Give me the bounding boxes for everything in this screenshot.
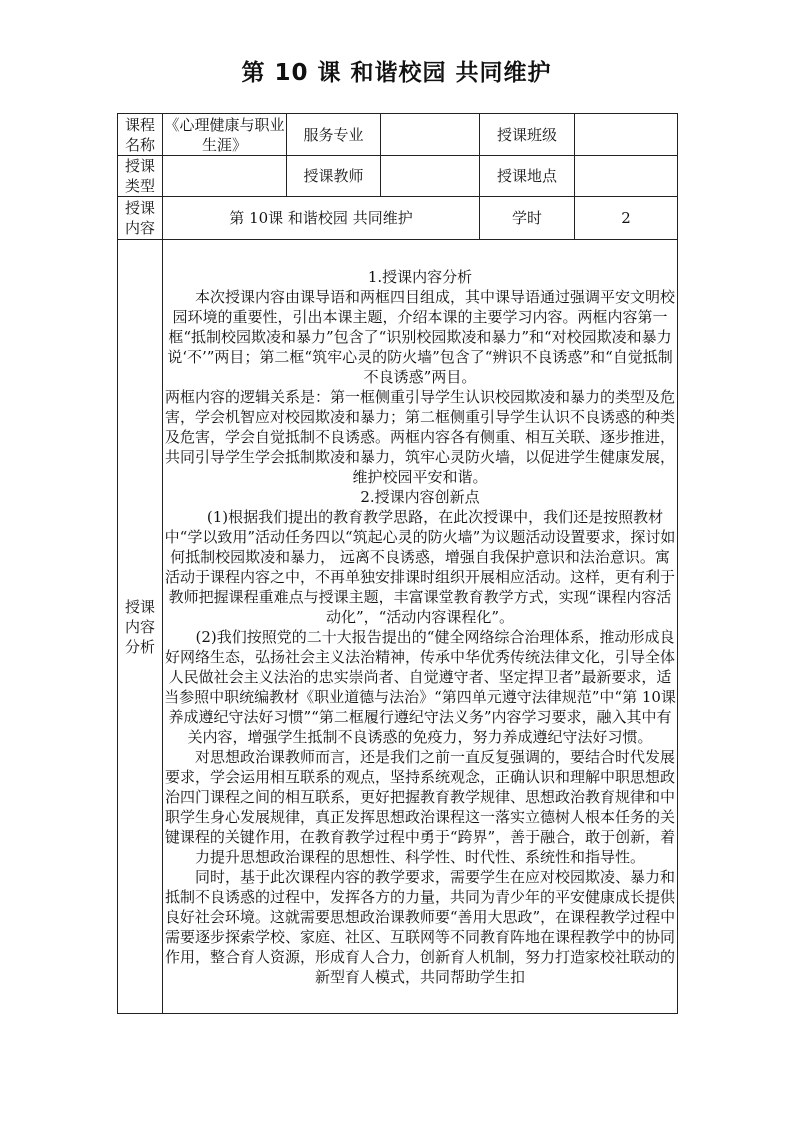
row-course-content [118, 197, 678, 240]
type-value-cell [163, 156, 287, 197]
content-label: 授课内容 [118, 197, 163, 240]
analysis-paragraph: 同时，基于此次课程内容的教学要求，需要学生在应对校园欺凌、暴力和抵制不良诱惑的过程中，发挥各方的力量，共同为青少年的平安健康成长提供良好社会环境。这就需要思想政治课教师要“善用大思政”，在课程教学过程中需要逐步探索学校、家庭、社区、互联网等不同教育阵地在课程教学中的协同作用，整合育人资源，形成育人合力，创新育人机制，努力打造家校社联动的新型育人模式，共同帮助学生扣 [164, 867, 676, 986]
analysis-paragraph: 对思想政治课教师而言，还是我们之前一直反复强调的，要结合时代发展要求，学会运用相互联系的观点，坚持系统观念，正确认识和理解中职思想政治四门课程之间的相互联系，更好把握教育教学规律、思想政治教育规律和中职学生身心发展规律，真正发挥思想政治课程这一落实立德树人根本任务的关键课程的关键作用，在教育教学过程中勇于“跨界”，善于融合，敢于创新，着力提升思想政治课程的思想性、科学性、时代性、系统性和指导性。 [164, 747, 676, 866]
analysis-content [163, 240, 678, 1014]
course-name-label: 课程名称 [118, 114, 163, 156]
row-course-type [118, 156, 678, 197]
lesson-plan-table [117, 113, 678, 1014]
major-value: 服务专业 [287, 114, 381, 156]
location-value-cell [575, 156, 678, 197]
analysis-label: 授课内容分析 [118, 240, 163, 1014]
analysis-paragraph: 两框内容的逻辑关系是：第一框侧重引导学生认识校园欺凌和暴力的类型及危害，学会机智应对校园欺凌和暴力；第二框侧重引导学生认识不良诱惑的种类及危害，学会自觉抵制不良诱惑。两框内容各有侧重、相互关联、逐步推进，共同引导学生学会抵制欺凌和暴力，筑牢心灵防火墙，以促进学生健康发展，维护校园平安和谐。 [164, 387, 675, 486]
analysis-paragraph: 2.授课内容创新点 [360, 487, 480, 506]
class-value-cell [575, 114, 678, 156]
lesson-title: 第 10 课 和谐校园 共同维护 [241, 60, 552, 86]
hours-label: 学时 [480, 197, 575, 240]
analysis-paragraph: (2)我们按照党的二十大报告提出的“健全网络综合治理体系，推动形成良好网络生态，弘扬社会主义法治精神，传承中华优秀传统法律文化，引导全体人民做社会主义法治的忠实崇尚者、自觉遵守者、坚定捍卫者”最新要求，适当参照中职统编教材《职业道德与法治》“第四单元遵守法律规范”中“第 10课 养成遵纪守法好习惯”“第二框履行遵纪守法义务”内容学习要求，融入其中有关内容，增强学生抵制不良诱惑的免疫力，努力养成遵纪守法好习惯。 [164, 627, 676, 746]
hours-value: 2 [575, 197, 678, 240]
row-analysis [118, 240, 678, 1014]
major-empty-cell [381, 114, 480, 156]
type-label: 授课类型 [118, 156, 163, 197]
teacher-value-cell [381, 156, 480, 197]
location-label: 授课地点 [480, 156, 575, 197]
class-label: 授课班级 [480, 114, 575, 156]
analysis-paragraph: (1)根据我们提出的教育教学思路，在此次授课中，我们还是按照教材中“学以致用”活动任务四以“筑起心灵的防火墙”为议题活动设置要求，探讨如何抵制校园欺凌和暴力， 远离不良诱惑，增强自我保护意识和法治意识。寓活动于课程内容之中，不再单独安排课时组织开展相应活动。这样，更有利于教师把握课程重难点与授课主题，丰富课堂教育教学方式，实现“课程内容活动化”，“活动内容课程化”。 [164, 507, 676, 626]
teacher-label: 授课教师 [287, 156, 381, 197]
analysis-paragraph: 1.授课内容分析 [367, 267, 473, 286]
course-name-value: 《心理健康与职业生涯》 [164, 115, 285, 154]
content-value: 第 10课 和谐校园 共同维护 [163, 197, 480, 240]
analysis-paragraph: 本次授课内容由课导语和两框四目组成，其中课导语通过强调平安文明校园环境的重要性，引出本课主题，介绍本课的主要学习内容。两框内容第一框“抵制校园欺凌和暴力”包含了“识别校园欺凌和暴力”和“对校园欺凌和暴力说‘不’”两目；第二框“筑牢心灵的防火墙”包含了“辨识不良诱惑”和“自觉抵制不良诱惑”两目。 [167, 287, 675, 386]
row-course-name [118, 114, 678, 156]
